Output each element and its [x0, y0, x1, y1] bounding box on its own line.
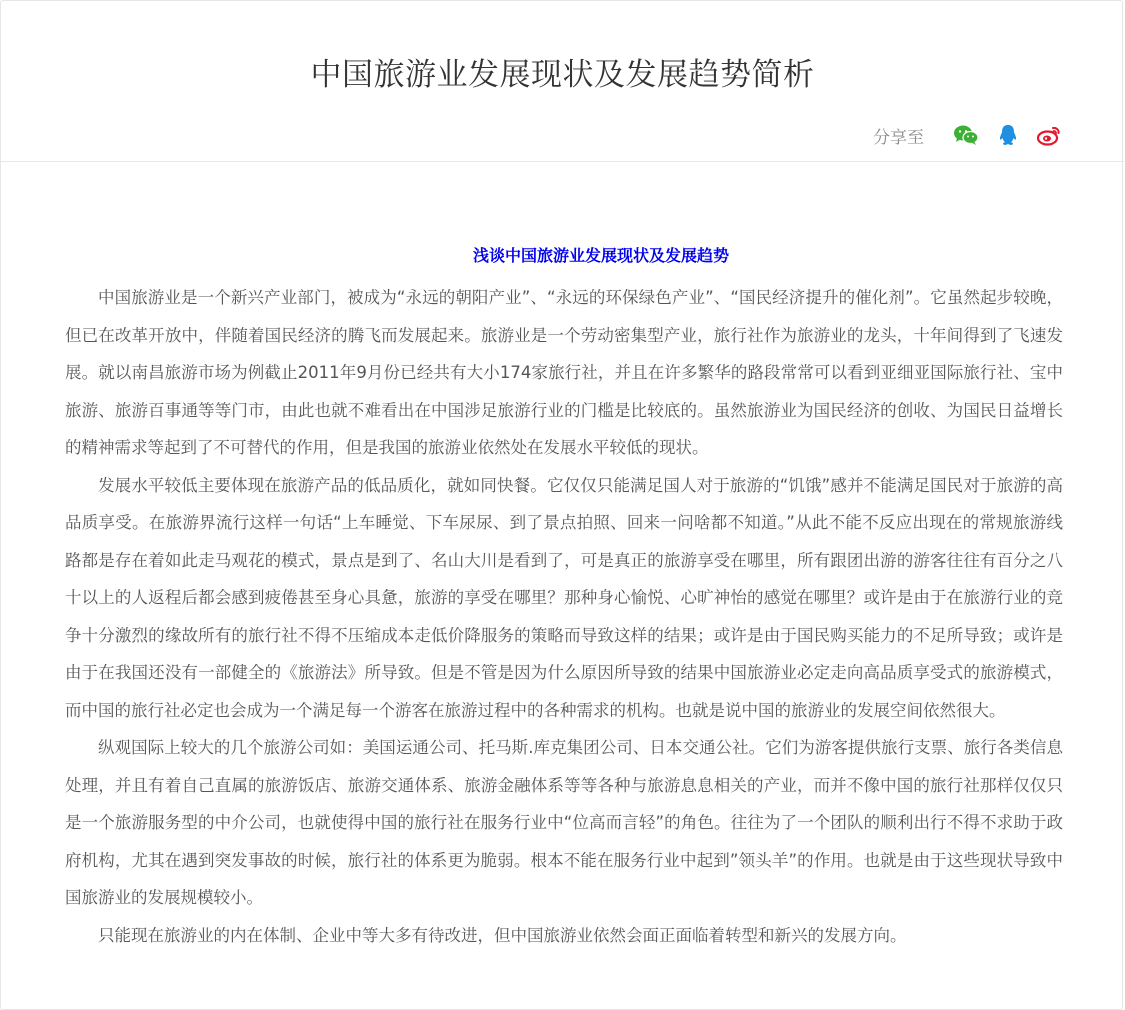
weibo-icon[interactable] — [1036, 121, 1064, 149]
wechat-icon[interactable] — [952, 121, 980, 149]
article-header — [1, 1, 1124, 162]
article-body — [65, 241, 1063, 954]
paragraph-1: 中国旅游业是一个新兴产业部门，被成为“永远的朝阳产业”、“永远的环保绿色产业”、“国民经济提升的催化剂”。它虽然起步较晚，但已在改革开放中，伴随着国民经济的腾飞而发展起来。旅游业是一个劳动密集型产业，旅行社作为旅游业的龙头，十年间得到了飞速发展。就以南昌旅游市场为例截止2011年9月份已经共有大小174家旅行社，并且在许多繁华的路段常常可以看到亚细亚国际旅行社、宝中旅游、旅游百事通等等门市，由此也就不难看出在中国涉足旅游行业的门槛是比较底的。虽然旅游业为国民经济的创收、为国民日益增长的精神需求等起到了不可替代的作用，但是我国的旅游业依然处在发展水平较低的现状。 — [65, 288, 1063, 457]
article-title: 中国旅游业发展现状及发展趋势简析 — [310, 57, 815, 93]
paragraph-4: 只能现在旅游业的内在体制、企业中等大多有待改进，但中国旅游业依然会面正面临着转型和新兴的发展方向。 — [98, 925, 907, 945]
article-subtitle[interactable]: 浅谈中国旅游业发展现状及发展趋势 — [472, 246, 729, 265]
share-bar — [873, 119, 1064, 151]
qq-icon[interactable] — [994, 121, 1022, 149]
paragraph-2: 发展水平较低主要体现在旅游产品的低品质化，就如同快餐。它仅仅只能满足国人对于旅游的“饥饿”感并不能满足国民对于旅游的高品质享受。在旅游界流行这样一句话“上车睡觉、下车尿尿、到了景点拍照、回来一问啥都不知道。”从此不能不反应出现在的常规旅游线路都是存在着如此走马观花的模式，景点是到了、名山大川是看到了，可是真正的旅游享受在哪里，所有跟团出游的游客往往有百分之八十以上的人返程后都会感到疲倦甚至身心具惫，旅游的享受在哪里？那种身心愉悦、心旷神怡的感觉在哪里？或许是由于在旅游行业的竞争十分激烈的缘故所有的旅行社不得不压缩成本走低价降服务的策略而导致这样的结果；或许是由于国民购买能力的不足所导致；或许是由于在我国还没有一部健全的《旅游法》所导致。但是不管是因为什么原因所导致的结果中国旅游业必定走向高品质享受式的旅游模式，而中国的旅行社必定也会成为一个满足每一个游客在旅游过程中的各种需求的机构。也就是说中国的旅游业的发展空间依然很大。 — [65, 475, 1063, 720]
share-label: 分享至 — [873, 127, 924, 148]
paragraph-3: 纵观国际上较大的几个旅游公司如：美国运通公司、托马斯.库克集团公司、日本交通公社。它们为游客提供旅行支票、旅行各类信息处理，并且有着自己直属的旅游饭店、旅游交通体系、旅游金融体系等等各种与旅游息息相关的产业，而并不像中国的旅行社那样仅仅只是一个旅游服务型的中介公司，也就使得中国的旅行社在服务行业中“位高而言轻”的角色。往往为了一个团队的顺利出行不得不求助于政府机构，尤其在遇到突发事故的时候，旅行社的体系更为脆弱。根本不能在服务行业中起到”领头羊”的作用。也就是由于这些现状导致中国旅游业的发展规模较小。 — [65, 738, 1063, 907]
